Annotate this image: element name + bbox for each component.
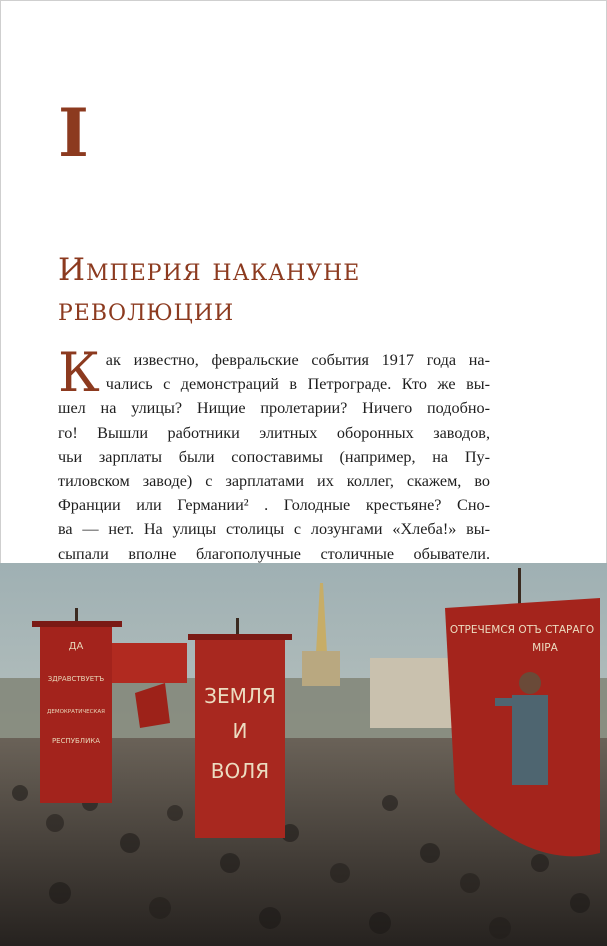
banner-center-text-1: ЗЕМЛЯ	[204, 684, 276, 708]
chapter-number: I	[58, 94, 89, 172]
text-line: ак известно, февральские события 1917 года на-	[105, 351, 490, 369]
banner-center-crossbar	[188, 634, 292, 640]
banner-left-text-2: ЗДРАВСТВУЕТЪ	[47, 675, 105, 683]
chapter-title-line-1: Империя накануне	[58, 252, 361, 288]
banner-left-text-3: ДЕМОКРАТИЧЕСКАЯ	[47, 709, 105, 715]
demonstration-photo	[0, 563, 607, 946]
chapter-title-line-2: революции	[58, 292, 235, 328]
photo-tower	[302, 651, 340, 686]
text-line: чались с демонстраций в Петрограде. Кто же вы-	[105, 375, 490, 394]
banner-right-text-2: МІРА	[532, 642, 558, 654]
banner-small	[112, 643, 187, 683]
banner-left-text-4: РЕСПУБЛИКА	[51, 737, 101, 745]
body-paragraph	[58, 341, 490, 566]
text-line: сыпали вполне благополучные столичные обыватели.	[58, 544, 490, 563]
text-line: чьи зарплаты были сопоставимы (например, на Пу-	[58, 447, 490, 466]
banner-right-text-1: ОТРЕЧЕМСЯ ОТЪ СТАРАГО	[449, 624, 595, 636]
text-line: тиловском заводе) с зарплатами их коллег, скажем, во	[58, 472, 490, 491]
page-border-top	[0, 0, 607, 1]
banner-left-text-1: ДА	[68, 641, 84, 652]
banner-center-text-2: И	[232, 719, 248, 743]
chapter-title	[58, 250, 558, 330]
text-line: го! Вышли работники элитных оборонных заводов,	[58, 423, 490, 442]
text-line: Франции или Германии² . Голодные крестьяне? Сно-	[58, 496, 490, 515]
text-line: ва — нет. На улицы столицы с лозунгами «Хлеба!» вы-	[58, 520, 490, 539]
text-line: шел на улицы? Нищие пролетарии? Ничего подобно-	[58, 399, 490, 418]
banner-left-crossbar	[32, 621, 122, 627]
drop-cap: К	[58, 341, 100, 404]
photo-building	[370, 658, 460, 728]
banner-center-text-3: ВОЛЯ	[210, 759, 270, 783]
